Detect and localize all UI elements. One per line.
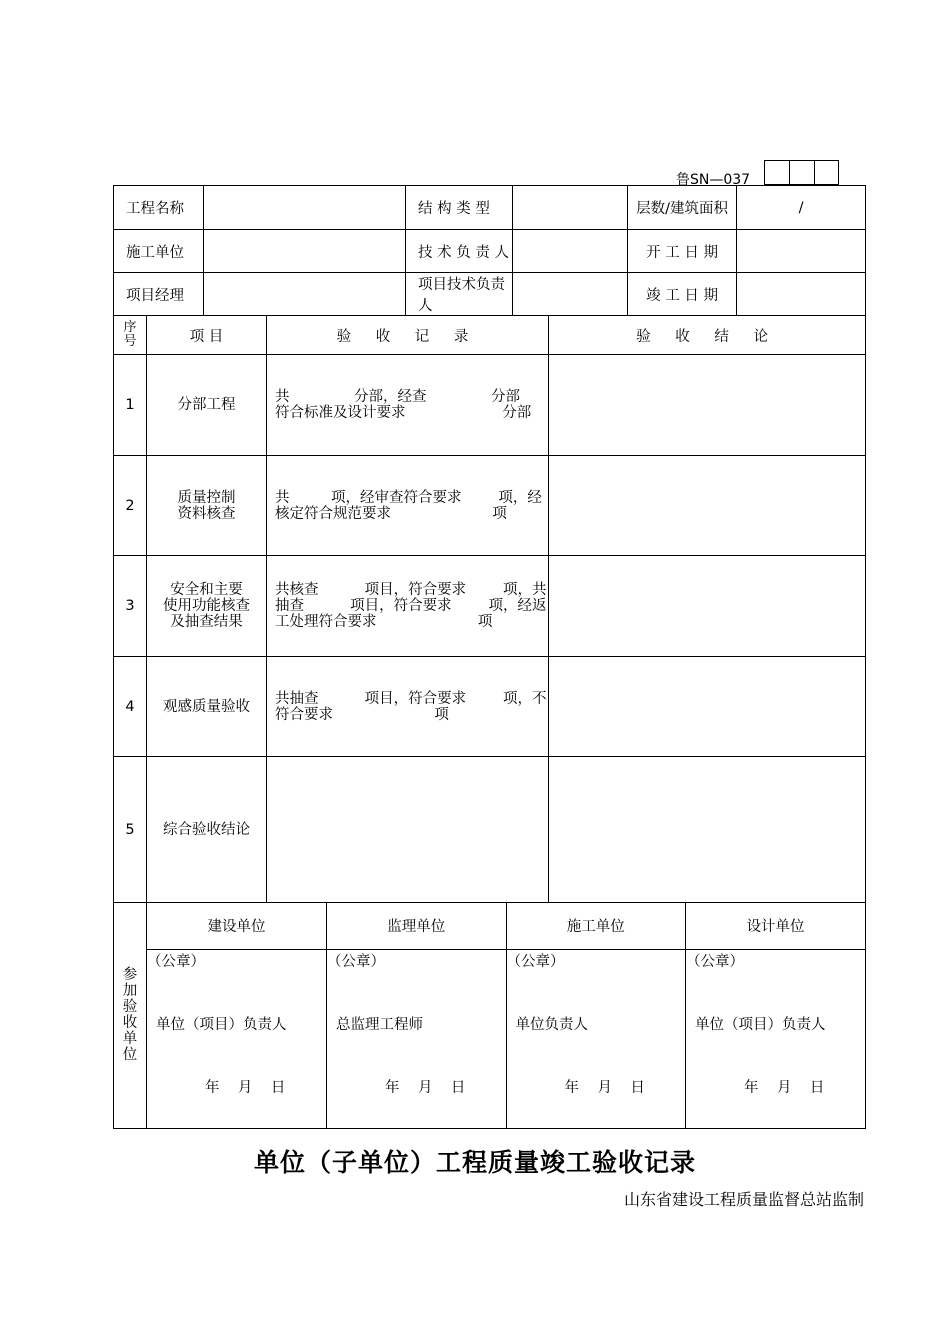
date-line: 年 月 日 <box>205 1079 286 1096</box>
row-record[interactable]: 共抽查 项目，符合要求 项，不 符合要求 项 <box>267 657 549 757</box>
structure-type-field[interactable] <box>513 186 628 230</box>
project-name-label: 工程名称 <box>114 186 204 230</box>
unit-name: 监理单位 <box>327 903 507 949</box>
tech-lead-field[interactable] <box>513 230 628 273</box>
tech-lead-label: 技 术 负 责 人 <box>406 230 513 273</box>
pm-label: 项目经理 <box>114 273 204 316</box>
row-no: 1 <box>114 355 147 456</box>
code-box[interactable] <box>764 160 789 185</box>
responsible-person: 单位（项目）负责人 <box>695 1016 826 1033</box>
completion-date-label: 竣 工 日 期 <box>628 273 737 316</box>
row-conclusion[interactable] <box>549 456 866 556</box>
row-record[interactable]: 共 分部，经查 分部 符合标准及设计要求 分部 <box>267 355 549 456</box>
seal-placeholder: （公章） <box>686 953 745 970</box>
floors-area-label: 层数/建筑面积 <box>628 186 737 230</box>
project-tech-lead-field[interactable] <box>513 273 628 316</box>
row-conclusion[interactable] <box>549 556 866 657</box>
start-date-label: 开 工 日 期 <box>628 230 737 273</box>
contractor-label: 施工单位 <box>114 230 204 273</box>
row-item: 观感质量验收 <box>147 657 267 757</box>
signature-cell[interactable] <box>506 949 686 1128</box>
responsible-person: 单位（项目）负责人 <box>156 1016 287 1033</box>
participants-label: 参 加 验 收 单 位 <box>114 903 147 1129</box>
acceptance-form <box>113 185 866 1129</box>
code-box[interactable] <box>814 160 839 185</box>
seal-placeholder: （公章） <box>506 953 565 970</box>
col-item-header: 项 目 <box>147 316 267 355</box>
row-conclusion[interactable] <box>549 355 866 456</box>
row-item: 分部工程 <box>147 355 267 456</box>
signature-cell[interactable] <box>327 949 507 1128</box>
issuer-note: 山东省建设工程质量监督总站监制 <box>623 1190 864 1209</box>
unit-name: 设计单位 <box>686 903 866 949</box>
row-no: 4 <box>114 657 147 757</box>
project-name-field[interactable] <box>204 186 406 230</box>
unit-name: 施工单位 <box>506 903 686 949</box>
project-tech-lead-label: 项目技术负责人 <box>406 273 513 316</box>
col-record-header: 验 收 记 录 <box>267 316 549 355</box>
row-record[interactable]: 共 项，经审查符合要求 项，经 核定符合规范要求 项 <box>267 456 549 556</box>
row-no: 5 <box>114 757 147 903</box>
col-seq-header: 序 号 <box>114 316 147 355</box>
seal-placeholder: （公章） <box>327 953 386 970</box>
completion-date-field[interactable] <box>737 273 866 316</box>
row-item: 安全和主要 使用功能核查 及抽查结果 <box>147 556 267 657</box>
row-no: 2 <box>114 456 147 556</box>
signature-cell[interactable] <box>147 949 327 1128</box>
row-record[interactable]: 共核查 项目，符合要求 项，共 抽查 项目，符合要求 项，经返 工处理符合要求 项 <box>267 556 549 657</box>
form-code: 鲁SN—037 <box>676 172 751 188</box>
code-box[interactable] <box>789 160 814 185</box>
row-record[interactable] <box>267 757 549 903</box>
unit-name: 建设单位 <box>147 903 327 949</box>
date-line: 年 月 日 <box>564 1079 645 1096</box>
responsible-person: 单位负责人 <box>515 1016 589 1033</box>
row-conclusion[interactable] <box>549 657 866 757</box>
contractor-field[interactable] <box>204 230 406 273</box>
document-title: 单位（子单位）工程质量竣工验收记录 <box>253 1148 696 1177</box>
responsible-person: 总监理工程师 <box>336 1016 424 1033</box>
signature-cell[interactable] <box>686 949 866 1128</box>
col-conclusion-header: 验 收 结 论 <box>549 316 866 355</box>
date-line: 年 月 日 <box>385 1079 466 1096</box>
structure-type-label: 结 构 类 型 <box>406 186 513 230</box>
date-line: 年 月 日 <box>744 1079 825 1096</box>
row-item: 综合验收结论 <box>147 757 267 903</box>
seal-placeholder: （公章） <box>147 953 205 970</box>
pm-field[interactable] <box>204 273 406 316</box>
participants-block <box>147 903 866 1129</box>
floors-area-field[interactable]: / <box>737 186 866 230</box>
row-no: 3 <box>114 556 147 657</box>
row-item: 质量控制 资料核查 <box>147 456 267 556</box>
start-date-field[interactable] <box>737 230 866 273</box>
code-boxes <box>764 160 839 186</box>
row-conclusion[interactable] <box>549 757 866 903</box>
